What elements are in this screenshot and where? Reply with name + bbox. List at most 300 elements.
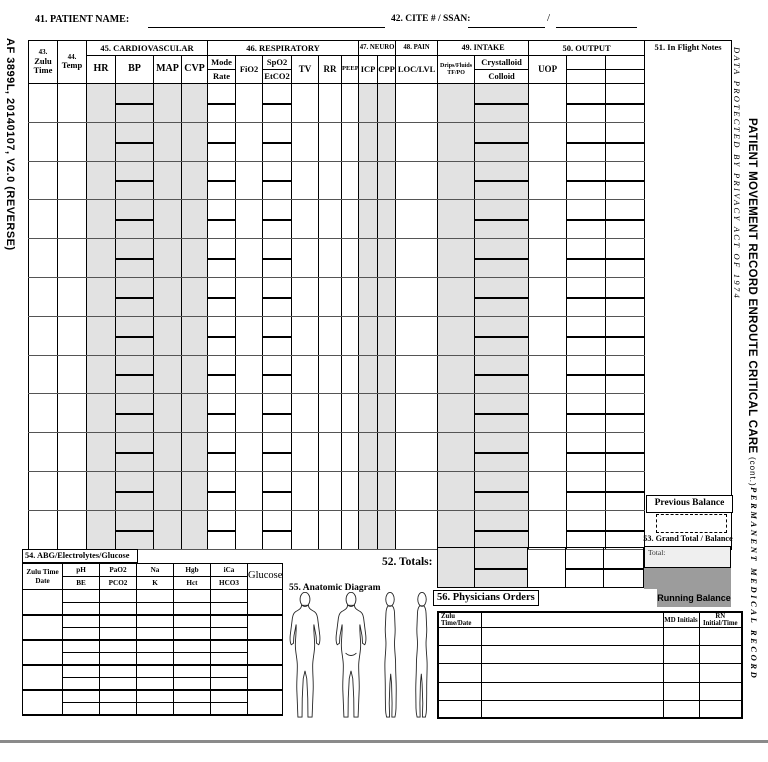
cell-bp[interactable]: [116, 316, 154, 355]
abg-cell-na-k[interactable]: [137, 665, 174, 690]
cell-fio2[interactable]: [236, 433, 263, 472]
cell-rr[interactable]: [319, 471, 342, 510]
cell-tv[interactable]: [292, 471, 319, 510]
cell-peep[interactable]: [342, 200, 359, 239]
cell-uop[interactable]: [529, 355, 567, 394]
cell-mode-rate[interactable]: [208, 316, 236, 355]
abg-cell-hgb-hct[interactable]: [174, 640, 211, 665]
cell-output-3[interactable]: [606, 394, 645, 433]
cell-temp[interactable]: [58, 433, 87, 472]
cell-crystalloid-colloid[interactable]: [475, 84, 529, 123]
cell-icp[interactable]: [359, 471, 378, 510]
cell-cvp[interactable]: [182, 433, 208, 472]
cell-cvp[interactable]: [182, 277, 208, 316]
cell-uop[interactable]: [529, 510, 567, 549]
abg-cell-pao2-pco2[interactable]: [100, 665, 137, 690]
cell-icp[interactable]: [359, 84, 378, 123]
orders-cell-md[interactable]: [663, 682, 699, 700]
abg-cell-pao2-pco2[interactable]: [100, 615, 137, 640]
abg-cell-ph-be[interactable]: [63, 590, 100, 615]
cell-zulu-time[interactable]: [29, 510, 58, 549]
patient-name-field[interactable]: [148, 15, 385, 28]
cell-mode-rate[interactable]: [208, 122, 236, 161]
cell-peep[interactable]: [342, 316, 359, 355]
cell-inflight-notes[interactable]: [645, 84, 732, 123]
cell-mode-rate[interactable]: [208, 200, 236, 239]
cell-map[interactable]: [154, 277, 182, 316]
cell-crystalloid-colloid[interactable]: [475, 277, 529, 316]
cell-output-3[interactable]: [606, 510, 645, 549]
cell-zulu-time[interactable]: [29, 277, 58, 316]
cell-bp[interactable]: [116, 471, 154, 510]
cell-cpp[interactable]: [378, 510, 396, 549]
abg-cell-glucose[interactable]: [248, 690, 283, 715]
cell-cvp[interactable]: [182, 316, 208, 355]
cell-output-3[interactable]: [606, 239, 645, 278]
cell-inflight-notes[interactable]: [645, 316, 732, 355]
cell-spo2-etco2[interactable]: [263, 510, 292, 549]
cell-output-3[interactable]: [606, 355, 645, 394]
orders-cell-order[interactable]: [481, 682, 663, 700]
cell-spo2-etco2[interactable]: [263, 122, 292, 161]
cell-zulu-time[interactable]: [29, 200, 58, 239]
cell-uop[interactable]: [529, 316, 567, 355]
cell-mode-rate[interactable]: [208, 239, 236, 278]
orders-cell-rn[interactable]: [699, 628, 742, 646]
abg-cell-na-k[interactable]: [137, 615, 174, 640]
cell-bp[interactable]: [116, 239, 154, 278]
cell-tv[interactable]: [292, 394, 319, 433]
cell-drips-fluids[interactable]: [438, 433, 475, 472]
total-cell-crystalloid-colloid[interactable]: [475, 548, 528, 587]
cell-uop[interactable]: [529, 122, 567, 161]
cell-cvp[interactable]: [182, 84, 208, 123]
cell-icp[interactable]: [359, 200, 378, 239]
cell-temp[interactable]: [58, 316, 87, 355]
abg-cell-hgb-hct[interactable]: [174, 590, 211, 615]
cell-spo2-etco2[interactable]: [263, 239, 292, 278]
cell-loc-lvl[interactable]: [396, 239, 438, 278]
cell-cvp[interactable]: [182, 239, 208, 278]
cell-peep[interactable]: [342, 471, 359, 510]
cell-map[interactable]: [154, 161, 182, 200]
cell-cpp[interactable]: [378, 355, 396, 394]
cell-cpp[interactable]: [378, 84, 396, 123]
cell-bp[interactable]: [116, 277, 154, 316]
cell-drips-fluids[interactable]: [438, 355, 475, 394]
cell-peep[interactable]: [342, 277, 359, 316]
cell-temp[interactable]: [58, 394, 87, 433]
cell-output-2[interactable]: [567, 277, 606, 316]
cell-cvp[interactable]: [182, 122, 208, 161]
cell-output-3[interactable]: [606, 84, 645, 123]
cell-crystalloid-colloid[interactable]: [475, 161, 529, 200]
cell-map[interactable]: [154, 471, 182, 510]
cell-fio2[interactable]: [236, 394, 263, 433]
abg-cell-ica-hco3[interactable]: [211, 590, 248, 615]
cell-zulu-time[interactable]: [29, 471, 58, 510]
cell-cpp[interactable]: [378, 316, 396, 355]
abg-cell-glucose[interactable]: [248, 665, 283, 690]
cell-uop[interactable]: [529, 200, 567, 239]
cell-cvp[interactable]: [182, 200, 208, 239]
cell-inflight-notes[interactable]: [645, 161, 732, 200]
cell-temp[interactable]: [58, 355, 87, 394]
cell-mode-rate[interactable]: [208, 394, 236, 433]
cell-temp[interactable]: [58, 200, 87, 239]
cell-crystalloid-colloid[interactable]: [475, 433, 529, 472]
cell-temp[interactable]: [58, 471, 87, 510]
cell-zulu-time[interactable]: [29, 84, 58, 123]
abg-cell-pao2-pco2[interactable]: [100, 590, 137, 615]
cell-fio2[interactable]: [236, 239, 263, 278]
cell-drips-fluids[interactable]: [438, 510, 475, 549]
cell-cvp[interactable]: [182, 355, 208, 394]
cell-mode-rate[interactable]: [208, 84, 236, 123]
cell-spo2-etco2[interactable]: [263, 84, 292, 123]
cell-cpp[interactable]: [378, 277, 396, 316]
cell-tv[interactable]: [292, 355, 319, 394]
abg-cell-glucose[interactable]: [248, 615, 283, 640]
cell-mode-rate[interactable]: [208, 161, 236, 200]
orders-cell-time[interactable]: [438, 664, 481, 682]
cell-rr[interactable]: [319, 277, 342, 316]
cell-drips-fluids[interactable]: [438, 316, 475, 355]
cell-map[interactable]: [154, 84, 182, 123]
cell-peep[interactable]: [342, 84, 359, 123]
cell-crystalloid-colloid[interactable]: [475, 471, 529, 510]
orders-cell-time[interactable]: [438, 646, 481, 664]
cell-peep[interactable]: [342, 239, 359, 278]
cell-output-3[interactable]: [606, 471, 645, 510]
cell-cpp[interactable]: [378, 394, 396, 433]
cell-peep[interactable]: [342, 122, 359, 161]
cell-peep[interactable]: [342, 394, 359, 433]
cell-spo2-etco2[interactable]: [263, 200, 292, 239]
cell-hr[interactable]: [87, 316, 116, 355]
cell-crystalloid-colloid[interactable]: [475, 316, 529, 355]
cell-uop[interactable]: [529, 433, 567, 472]
cell-drips-fluids[interactable]: [438, 394, 475, 433]
cell-inflight-notes[interactable]: [645, 433, 732, 472]
orders-cell-order[interactable]: [481, 646, 663, 664]
cell-hr[interactable]: [87, 394, 116, 433]
cell-inflight-notes[interactable]: [645, 277, 732, 316]
cell-output-2[interactable]: [567, 433, 606, 472]
cell-rr[interactable]: [319, 122, 342, 161]
cell-output-3[interactable]: [606, 316, 645, 355]
cell-cpp[interactable]: [378, 433, 396, 472]
cell-cpp[interactable]: [378, 200, 396, 239]
cell-zulu-time[interactable]: [29, 122, 58, 161]
cell-spo2-etco2[interactable]: [263, 394, 292, 433]
cell-mode-rate[interactable]: [208, 510, 236, 549]
cell-rr[interactable]: [319, 433, 342, 472]
cell-temp[interactable]: [58, 84, 87, 123]
cell-output-2[interactable]: [567, 510, 606, 549]
cell-cvp[interactable]: [182, 394, 208, 433]
cell-output-3[interactable]: [606, 433, 645, 472]
cell-fio2[interactable]: [236, 355, 263, 394]
orders-cell-rn[interactable]: [699, 700, 742, 718]
cell-hr[interactable]: [87, 277, 116, 316]
cell-temp[interactable]: [58, 161, 87, 200]
cell-loc-lvl[interactable]: [396, 433, 438, 472]
abg-cell-time[interactable]: [23, 690, 63, 715]
cell-tv[interactable]: [292, 510, 319, 549]
cell-hr[interactable]: [87, 355, 116, 394]
abg-cell-ph-be[interactable]: [63, 690, 100, 715]
cell-bp[interactable]: [116, 161, 154, 200]
cell-bp[interactable]: [116, 122, 154, 161]
total-cell-output-2[interactable]: [566, 548, 605, 587]
cell-map[interactable]: [154, 394, 182, 433]
cell-inflight-notes[interactable]: [645, 239, 732, 278]
abg-cell-pao2-pco2[interactable]: [100, 690, 137, 715]
cell-hr[interactable]: [87, 471, 116, 510]
total-cell-output-3[interactable]: [604, 548, 643, 587]
cell-icp[interactable]: [359, 277, 378, 316]
cell-output-3[interactable]: [606, 200, 645, 239]
cell-peep[interactable]: [342, 433, 359, 472]
cell-cpp[interactable]: [378, 471, 396, 510]
cell-crystalloid-colloid[interactable]: [475, 355, 529, 394]
cell-output-2[interactable]: [567, 394, 606, 433]
cell-bp[interactable]: [116, 355, 154, 394]
cell-drips-fluids[interactable]: [438, 277, 475, 316]
abg-cell-pao2-pco2[interactable]: [100, 640, 137, 665]
cell-hr[interactable]: [87, 122, 116, 161]
orders-cell-time[interactable]: [438, 628, 481, 646]
cell-tv[interactable]: [292, 316, 319, 355]
cell-output-3[interactable]: [606, 277, 645, 316]
cell-icp[interactable]: [359, 433, 378, 472]
cell-mode-rate[interactable]: [208, 471, 236, 510]
cell-temp[interactable]: [58, 510, 87, 549]
cell-crystalloid-colloid[interactable]: [475, 394, 529, 433]
abg-cell-ph-be[interactable]: [63, 640, 100, 665]
cell-cvp[interactable]: [182, 161, 208, 200]
cell-map[interactable]: [154, 433, 182, 472]
total-cell-drips[interactable]: [438, 548, 475, 587]
cell-icp[interactable]: [359, 161, 378, 200]
orders-cell-time[interactable]: [438, 682, 481, 700]
cell-output-2[interactable]: [567, 84, 606, 123]
orders-cell-md[interactable]: [663, 700, 699, 718]
cell-fio2[interactable]: [236, 510, 263, 549]
abg-cell-glucose[interactable]: [248, 590, 283, 615]
cell-icp[interactable]: [359, 510, 378, 549]
cell-fio2[interactable]: [236, 316, 263, 355]
cell-cpp[interactable]: [378, 161, 396, 200]
cell-map[interactable]: [154, 510, 182, 549]
cell-inflight-notes[interactable]: [645, 122, 732, 161]
total-cell-uop[interactable]: [528, 548, 566, 587]
abg-cell-hgb-hct[interactable]: [174, 665, 211, 690]
cell-zulu-time[interactable]: [29, 433, 58, 472]
cell-bp[interactable]: [116, 200, 154, 239]
cell-tv[interactable]: [292, 277, 319, 316]
cell-loc-lvl[interactable]: [396, 471, 438, 510]
cell-rr[interactable]: [319, 355, 342, 394]
cell-icp[interactable]: [359, 239, 378, 278]
cell-peep[interactable]: [342, 161, 359, 200]
cell-map[interactable]: [154, 316, 182, 355]
cell-map[interactable]: [154, 200, 182, 239]
cell-output-2[interactable]: [567, 316, 606, 355]
cell-rr[interactable]: [319, 161, 342, 200]
cell-bp[interactable]: [116, 510, 154, 549]
cell-crystalloid-colloid[interactable]: [475, 122, 529, 161]
cell-hr[interactable]: [87, 84, 116, 123]
abg-cell-glucose[interactable]: [248, 640, 283, 665]
cell-crystalloid-colloid[interactable]: [475, 510, 529, 549]
abg-cell-time[interactable]: [23, 640, 63, 665]
cell-hr[interactable]: [87, 200, 116, 239]
cell-loc-lvl[interactable]: [396, 277, 438, 316]
cell-drips-fluids[interactable]: [438, 122, 475, 161]
cell-inflight-notes[interactable]: [645, 200, 732, 239]
cell-zulu-time[interactable]: [29, 161, 58, 200]
abg-cell-ica-hco3[interactable]: [211, 615, 248, 640]
cell-uop[interactable]: [529, 277, 567, 316]
cell-hr[interactable]: [87, 161, 116, 200]
abg-cell-hgb-hct[interactable]: [174, 615, 211, 640]
cell-tv[interactable]: [292, 161, 319, 200]
cell-tv[interactable]: [292, 239, 319, 278]
abg-cell-ph-be[interactable]: [63, 615, 100, 640]
cell-fio2[interactable]: [236, 471, 263, 510]
orders-cell-md[interactable]: [663, 646, 699, 664]
abg-cell-ica-hco3[interactable]: [211, 665, 248, 690]
cell-map[interactable]: [154, 122, 182, 161]
orders-cell-order[interactable]: [481, 628, 663, 646]
cell-crystalloid-colloid[interactable]: [475, 239, 529, 278]
grand-total-field[interactable]: [644, 546, 731, 568]
cell-temp[interactable]: [58, 122, 87, 161]
orders-cell-order[interactable]: [481, 700, 663, 718]
cell-cpp[interactable]: [378, 239, 396, 278]
cell-zulu-time[interactable]: [29, 355, 58, 394]
cell-fio2[interactable]: [236, 122, 263, 161]
abg-cell-ph-be[interactable]: [63, 665, 100, 690]
cell-tv[interactable]: [292, 84, 319, 123]
abg-cell-ica-hco3[interactable]: [211, 690, 248, 715]
cell-drips-fluids[interactable]: [438, 239, 475, 278]
cell-icp[interactable]: [359, 316, 378, 355]
orders-cell-time[interactable]: [438, 700, 481, 718]
cell-loc-lvl[interactable]: [396, 394, 438, 433]
abg-cell-time[interactable]: [23, 590, 63, 615]
orders-cell-rn[interactable]: [699, 664, 742, 682]
cell-uop[interactable]: [529, 161, 567, 200]
orders-cell-rn[interactable]: [699, 682, 742, 700]
cell-output-2[interactable]: [567, 239, 606, 278]
cell-temp[interactable]: [58, 239, 87, 278]
cell-spo2-etco2[interactable]: [263, 471, 292, 510]
orders-cell-rn[interactable]: [699, 646, 742, 664]
abg-cell-time[interactable]: [23, 665, 63, 690]
orders-cell-md[interactable]: [663, 664, 699, 682]
cell-loc-lvl[interactable]: [396, 200, 438, 239]
cell-rr[interactable]: [319, 316, 342, 355]
cell-mode-rate[interactable]: [208, 277, 236, 316]
cell-drips-fluids[interactable]: [438, 161, 475, 200]
cell-peep[interactable]: [342, 355, 359, 394]
orders-cell-md[interactable]: [663, 628, 699, 646]
cell-output-2[interactable]: [567, 200, 606, 239]
cell-cpp[interactable]: [378, 122, 396, 161]
orders-cell-order[interactable]: [481, 664, 663, 682]
cell-zulu-time[interactable]: [29, 316, 58, 355]
cell-spo2-etco2[interactable]: [263, 161, 292, 200]
cell-uop[interactable]: [529, 471, 567, 510]
abg-cell-hgb-hct[interactable]: [174, 690, 211, 715]
cell-uop[interactable]: [529, 394, 567, 433]
cell-tv[interactable]: [292, 200, 319, 239]
cell-icp[interactable]: [359, 394, 378, 433]
cell-zulu-time[interactable]: [29, 394, 58, 433]
cell-rr[interactable]: [319, 394, 342, 433]
abg-cell-time[interactable]: [23, 615, 63, 640]
cell-rr[interactable]: [319, 84, 342, 123]
abg-cell-na-k[interactable]: [137, 690, 174, 715]
cell-output-2[interactable]: [567, 161, 606, 200]
cell-rr[interactable]: [319, 510, 342, 549]
cell-bp[interactable]: [116, 84, 154, 123]
cell-fio2[interactable]: [236, 161, 263, 200]
cell-bp[interactable]: [116, 394, 154, 433]
cell-loc-lvl[interactable]: [396, 355, 438, 394]
cell-peep[interactable]: [342, 510, 359, 549]
cell-crystalloid-colloid[interactable]: [475, 200, 529, 239]
cell-loc-lvl[interactable]: [396, 161, 438, 200]
cell-drips-fluids[interactable]: [438, 471, 475, 510]
cell-tv[interactable]: [292, 433, 319, 472]
cell-loc-lvl[interactable]: [396, 316, 438, 355]
cell-spo2-etco2[interactable]: [263, 277, 292, 316]
anatomic-diagram[interactable]: [287, 592, 433, 722]
abg-cell-ica-hco3[interactable]: [211, 640, 248, 665]
cell-spo2-etco2[interactable]: [263, 316, 292, 355]
previous-balance-field[interactable]: [656, 514, 727, 533]
cell-loc-lvl[interactable]: [396, 84, 438, 123]
cell-output-3[interactable]: [606, 122, 645, 161]
cell-uop[interactable]: [529, 239, 567, 278]
cell-inflight-notes[interactable]: [645, 355, 732, 394]
abg-cell-na-k[interactable]: [137, 590, 174, 615]
cell-loc-lvl[interactable]: [396, 510, 438, 549]
cell-mode-rate[interactable]: [208, 355, 236, 394]
cell-uop[interactable]: [529, 84, 567, 123]
ssan-field[interactable]: [556, 15, 637, 28]
abg-cell-na-k[interactable]: [137, 640, 174, 665]
cell-rr[interactable]: [319, 239, 342, 278]
cell-rr[interactable]: [319, 200, 342, 239]
cell-drips-fluids[interactable]: [438, 200, 475, 239]
cell-hr[interactable]: [87, 239, 116, 278]
cell-spo2-etco2[interactable]: [263, 433, 292, 472]
cell-output-2[interactable]: [567, 122, 606, 161]
cell-tv[interactable]: [292, 122, 319, 161]
cell-icp[interactable]: [359, 355, 378, 394]
cell-loc-lvl[interactable]: [396, 122, 438, 161]
cell-fio2[interactable]: [236, 84, 263, 123]
cell-bp[interactable]: [116, 433, 154, 472]
cell-output-3[interactable]: [606, 161, 645, 200]
cell-output-2[interactable]: [567, 471, 606, 510]
cell-spo2-etco2[interactable]: [263, 355, 292, 394]
